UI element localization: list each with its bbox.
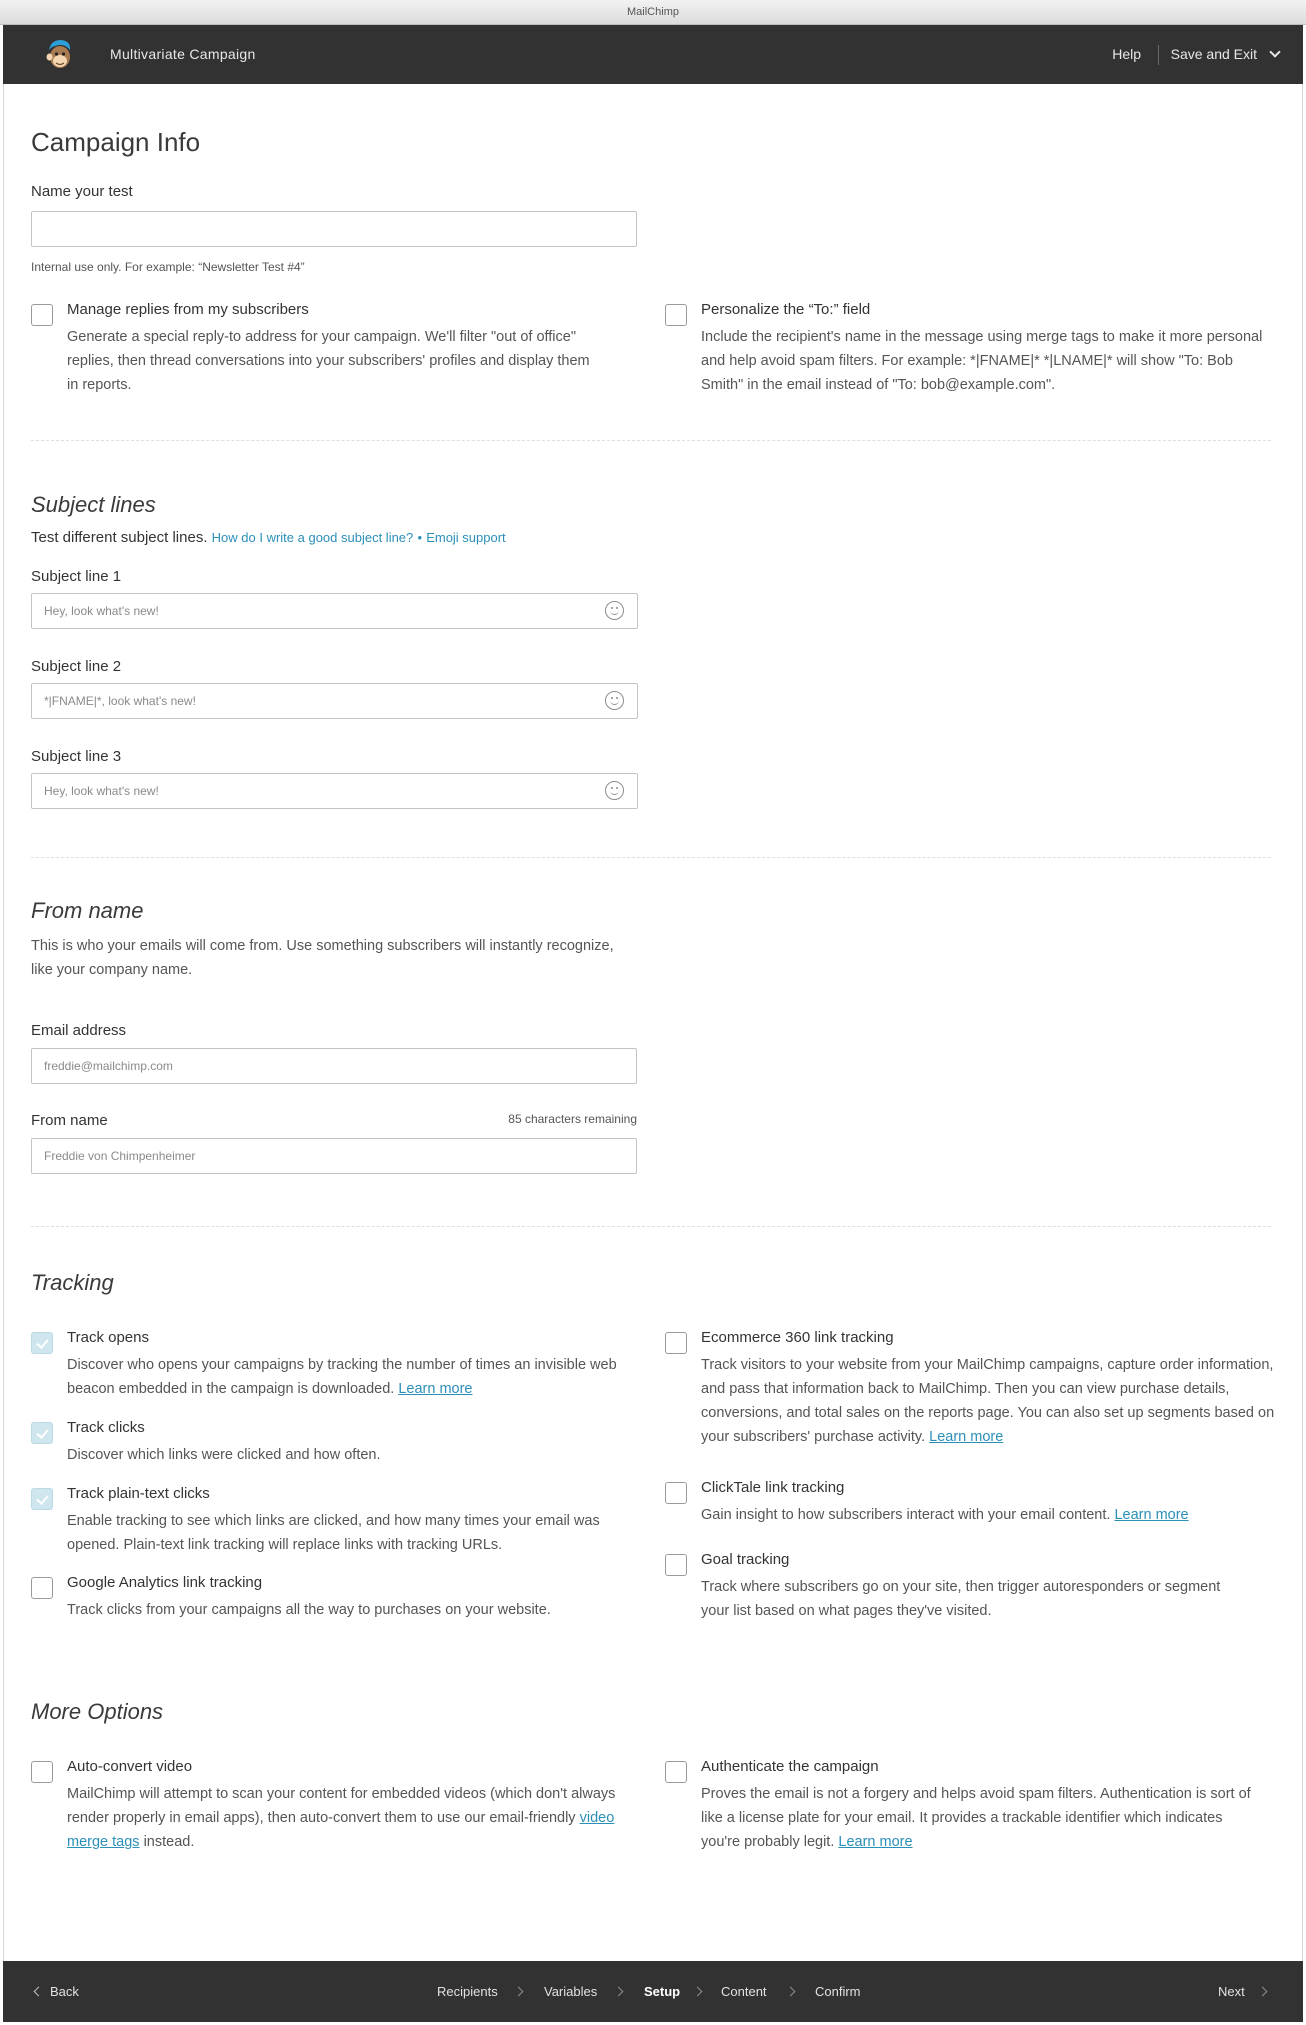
tracking-title: Tracking [31, 1270, 114, 1295]
from-name-input[interactable] [31, 1138, 637, 1174]
header-divider [1158, 45, 1159, 65]
google-analytics-title: Google Analytics link tracking [67, 1574, 263, 1591]
campaign-type-title: Multivariate Campaign [110, 46, 256, 62]
subject-lines-intro [31, 529, 506, 546]
emoji-picker-icon[interactable] [605, 691, 624, 710]
chevron-left-icon [34, 1987, 44, 1997]
subject-line-2-input[interactable] [31, 683, 638, 719]
track-opens-checkbox[interactable] [31, 1332, 53, 1354]
track-opens-desc [67, 1353, 631, 1401]
emoji-picker-icon[interactable] [605, 601, 624, 620]
chevron-right-icon [693, 1987, 703, 1997]
subject-line-1-input[interactable] [31, 593, 638, 629]
personalize-to-checkbox[interactable] [665, 304, 687, 326]
app-header [3, 25, 1303, 84]
chevron-down-icon [1269, 46, 1280, 57]
ecommerce-360-checkbox[interactable] [665, 1332, 687, 1354]
authenticate-desc-text: Proves the email is not a forgery and helps avoid spam filters. Authentication is sort of like a license plate for your email. It provides a trackable identifier which indicates you're probably legit. [701, 1786, 1251, 1850]
clicktale-desc-text: Gain insight to how subscribers interact with your email content. [701, 1507, 1111, 1523]
chevron-right-icon [786, 1987, 796, 1997]
learn-more-link[interactable]: Learn more [929, 1429, 1004, 1445]
subject-line-3-input[interactable] [31, 773, 638, 809]
test-name-input[interactable] [31, 211, 637, 247]
link-separator: • [417, 530, 423, 545]
next-button[interactable]: Next [1218, 1984, 1245, 1999]
ecommerce-360-desc-text: Track visitors to your website from your MailChimp campaigns, capture order information, and pass that information back to MailChimp. Then you can view purchase details, conversions, and total sales on the reports page. You can also set up segments based on your subscribers' purchase activity. [701, 1357, 1275, 1445]
page-title: Campaign Info [31, 127, 201, 157]
from-name-label: From name [31, 1112, 108, 1129]
email-address-input[interactable] [31, 1048, 637, 1084]
good-subject-line-link[interactable]: How do I write a good subject line? [211, 530, 414, 545]
auto-convert-desc-text: MailChimp will attempt to scan your content for embedded videos (which don't always render properly in email apps), then auto-convert them to use our email-friendly [67, 1786, 616, 1826]
clicktale-title: ClickTale link tracking [701, 1479, 845, 1496]
section-divider [31, 440, 1271, 441]
auto-convert-desc-end: instead. [143, 1834, 195, 1850]
personalize-to-desc: Include the recipient's name in the message using merge tags to make it more personal and help avoid spam filters. For example: *|FNAME|* *|LNAME|* will show "To: Bob Smith" in the email instead of "To: bob@example.com". [701, 329, 1263, 393]
auto-convert-video-desc [67, 1782, 631, 1854]
clicktale-desc [701, 1503, 1275, 1527]
window-titlebar [0, 0, 1306, 25]
video-merge-tags-link[interactable]: video merge tags [67, 1810, 615, 1850]
track-opens-desc-text: Discover who opens your campaigns by tracking the number of times an invisible web beacon embedded in the campaign is downloaded. [67, 1357, 617, 1397]
track-plain-text-checkbox[interactable] [31, 1488, 53, 1510]
auto-convert-video-checkbox[interactable] [31, 1761, 53, 1783]
track-opens-title: Track opens [67, 1329, 149, 1346]
save-and-exit-button[interactable] [1171, 25, 1279, 84]
chevron-right-icon [1258, 1987, 1268, 1997]
email-address-label: Email address [31, 1022, 127, 1039]
clicktale-checkbox[interactable] [665, 1482, 687, 1504]
google-analytics-checkbox[interactable] [31, 1577, 53, 1599]
test-name-help: Internal use only. For example: “Newsletter Test #4” [31, 260, 305, 274]
step-content[interactable]: Content [721, 1984, 767, 1999]
learn-more-link[interactable]: Learn more [838, 1834, 913, 1850]
subject-line-2-label: Subject line 2 [31, 658, 122, 675]
ecommerce-360-desc [701, 1353, 1275, 1449]
personalize-to-title: Personalize the “To:” field [701, 301, 871, 318]
back-button[interactable]: Back [50, 1984, 79, 1999]
manage-replies-title: Manage replies from my subscribers [67, 301, 309, 318]
step-variables[interactable]: Variables [544, 1984, 598, 1999]
manage-replies-checkbox[interactable] [31, 304, 53, 326]
manage-replies-desc: Generate a special reply-to address for your campaign. We'll filter "out of office" replies, then thread conversations into your subscribers' profiles and display them in reports. [67, 329, 590, 393]
subject-line-1-label: Subject line 1 [31, 568, 122, 585]
name-test-label: Name your test [31, 183, 133, 200]
subject-intro-text: Test different subject lines. [31, 529, 208, 546]
authenticate-campaign-title: Authenticate the campaign [701, 1758, 879, 1775]
authenticate-campaign-checkbox[interactable] [665, 1761, 687, 1783]
footer-nav [3, 1961, 1303, 2022]
section-divider [31, 857, 1271, 858]
goal-tracking-desc: Track where subscribers go on your site, then trigger autoresponders or segment your list based on what pages they've visited. [701, 1579, 1221, 1619]
step-confirm[interactable]: Confirm [815, 1984, 861, 1999]
help-link[interactable]: Help [1112, 46, 1141, 62]
track-clicks-checkbox[interactable] [31, 1422, 53, 1444]
learn-more-link[interactable]: Learn more [398, 1381, 473, 1397]
chevron-right-icon [514, 1987, 524, 1997]
authenticate-campaign-desc [701, 1782, 1261, 1854]
from-name-title: From name [31, 898, 144, 923]
save-and-exit-label: Save and Exit [1170, 46, 1257, 62]
track-clicks-title: Track clicks [67, 1419, 145, 1436]
auto-convert-video-title: Auto-convert video [67, 1758, 193, 1775]
step-setup[interactable]: Setup [644, 1984, 681, 1999]
goal-tracking-checkbox[interactable] [665, 1554, 687, 1576]
freddie-logo-icon[interactable] [41, 36, 77, 72]
track-clicks-desc: Discover which links were clicked and how often. [67, 1447, 381, 1463]
section-divider [31, 1226, 1271, 1227]
from-name-desc: This is who your emails will come from. Use something subscribers will instantly recognize, like your company name. [31, 938, 614, 978]
goal-tracking-title: Goal tracking [701, 1551, 790, 1568]
window-title: MailChimp [627, 6, 679, 18]
subject-line-3-label: Subject line 3 [31, 748, 122, 765]
emoji-picker-icon[interactable] [605, 781, 624, 800]
ecommerce-360-title: Ecommerce 360 link tracking [701, 1329, 894, 1346]
subject-lines-title: Subject lines [31, 492, 156, 517]
google-analytics-desc: Track clicks from your campaigns all the way to purchases on your website. [67, 1602, 551, 1618]
learn-more-link[interactable]: Learn more [1114, 1507, 1189, 1523]
track-plain-text-desc: Enable tracking to see which links are clicked, and how many times your email was opened. Plain-text link tracking will replace links with tracking URLs. [67, 1513, 600, 1553]
step-recipients[interactable]: Recipients [437, 1984, 498, 1999]
chars-remaining: 85 characters remaining [508, 1112, 637, 1126]
track-plain-text-title: Track plain-text clicks [67, 1485, 210, 1502]
emoji-support-link[interactable]: Emoji support [426, 530, 506, 545]
chevron-right-icon [614, 1987, 624, 1997]
more-options-title: More Options [31, 1699, 164, 1724]
